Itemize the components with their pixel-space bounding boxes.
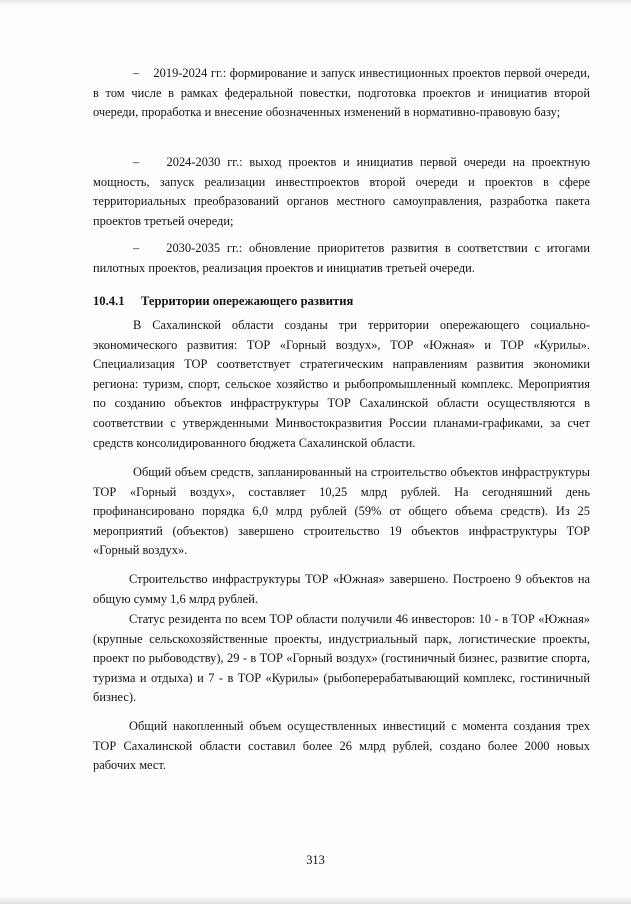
section-title: Территории опережающего развития [141,294,354,308]
paragraph-investments-total: Общий накопленный объем осуществленных инвестиций с момента создания трех ТОР Сахалинской области составил более 26 млрд рублей, создано более 2000 новых рабочих мест. [93,719,590,773]
list-item-2019-2024: – 2019-2024 гг.: формирование и запуск инвестиционных проектов первой очереди, в том числе в рамках федеральной повестки, подготовка проектов и инициатив второй очереди, проработка и внесение обозначенных изменений в нормативно-правовую базу; [93,66,590,120]
scan-edge-bottom [0,896,631,904]
list-item-2024-2030: – 2024-2030 гг.: выход проектов и инициатив первой очереди на проектную мощность, запуск реализации инвестпроектов второй очереди и проектов в сфере территориальных преобразований органов местного самоуправления, разработка пакета проектов третьей очереди; [93,155,590,228]
paragraph-residents: Статус резидента по всем ТОР области получили 46 инвесторов: 10 - в ТОР «Южная» (крупные сельскохозяйственные проекты, индустриальный парк, логистические проекты, проект по рыбоводству), 29 - в ТОР «Горный воздух» (гостиничный бизнес, развитие спорта, туризма и отдыха) и 7 - в ТОР «Курилы» (рыбоперерабатывающий комплекс, гостиничный бизнес). [93,612,590,705]
paragraph-gorny-vozdukh-funding: Общий объем средств, запланированный на строительство объектов инфраструктуры ТОР «Горный воздух», составляет 10,25 млрд рублей. На сегодняшний день профинансировано порядка 6,0 млрд рублей (59% от общего объема средств). Из 25 мероприятий (объектов) завершено строительство 19 объектов инфраструктуры ТОР «Горный воздух». [93,465,590,558]
list-item-2030-2035: – 2030-2035 гг.: обновление приоритетов развития в соответствии с итогами пилотных проектов, реализация проектов и инициатив третьей очереди. [93,241,590,275]
page-number: 313 [306,853,325,867]
paragraph-tor-overview: В Сахалинской области созданы три территории опережающего социально-экономического развития: ТОР «Горный воздух», ТОР «Южная» и ТОР «Курилы». Специализация ТОР соответствует стратегическим направлениям развития экономики региона: туризм, спорт, сельское хозяйство и рыбопромышленный комплекс. Мероприятия по созданию объектов инфраструктуры ТОР Сахалинской области осуществляются в соответствии с утвержденными Минвостокразвития России планами-графиками, за счет средств консолидированного бюджета Сахалинской области. [93,318,590,450]
section-heading [93,292,590,311]
paragraph-yuzhnaya-infrastructure: Строительство инфраструктуры ТОР «Южная» завершено. Построено 9 объектов на общую сумму 1,6 млрд рублей. [93,572,590,606]
section-number: 10.4.1 [93,294,125,308]
scan-edge-top [0,0,631,6]
